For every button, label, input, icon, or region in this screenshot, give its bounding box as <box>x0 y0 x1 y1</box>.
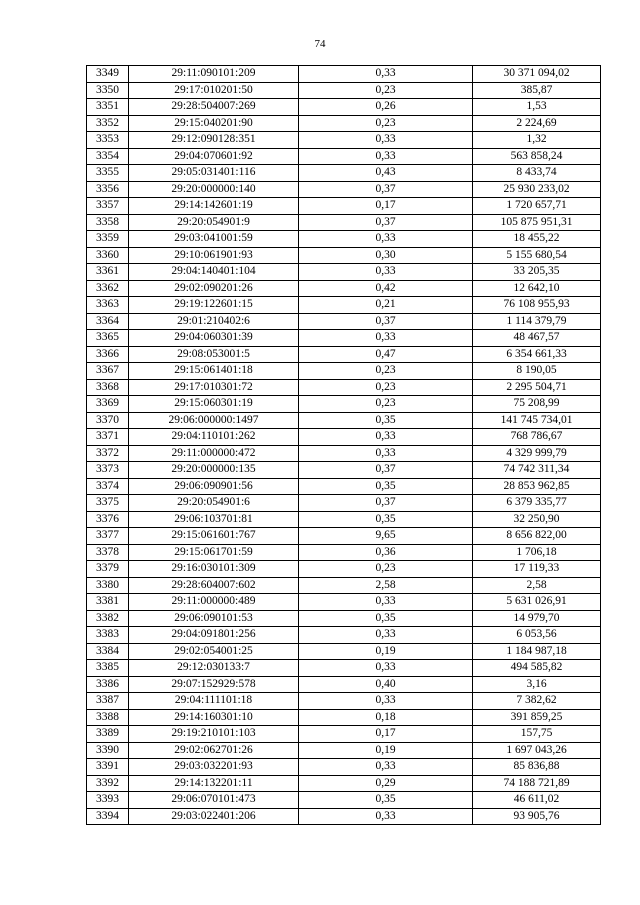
table-row <box>87 330 601 347</box>
value-cell: 12 642,10 <box>473 280 601 297</box>
row-number-cell: 3369 <box>87 396 129 413</box>
table-row <box>87 429 601 446</box>
rate-cell: 0,35 <box>299 511 473 528</box>
cadastral-number-cell: 29:11:090101:209 <box>129 66 299 83</box>
value-cell: 6 354 661,33 <box>473 346 601 363</box>
value-cell: 93 905,76 <box>473 808 601 825</box>
cadastral-number-cell: 29:04:091801:256 <box>129 627 299 644</box>
table-row <box>87 445 601 462</box>
row-number-cell: 3350 <box>87 82 129 99</box>
table-row <box>87 412 601 429</box>
rate-cell: 0,33 <box>299 66 473 83</box>
row-number-cell: 3363 <box>87 297 129 314</box>
row-number-cell: 3361 <box>87 264 129 281</box>
cadastral-number-cell: 29:15:061401:18 <box>129 363 299 380</box>
table-row <box>87 363 601 380</box>
table-row <box>87 577 601 594</box>
cadastral-number-cell: 29:20:000000:135 <box>129 462 299 479</box>
value-cell: 32 250,90 <box>473 511 601 528</box>
cadastral-number-cell: 29:02:090201:26 <box>129 280 299 297</box>
cadastral-number-cell: 29:12:030133:7 <box>129 660 299 677</box>
row-number-cell: 3355 <box>87 165 129 182</box>
row-number-cell: 3360 <box>87 247 129 264</box>
row-number-cell: 3351 <box>87 99 129 116</box>
table-row <box>87 544 601 561</box>
row-number-cell: 3370 <box>87 412 129 429</box>
row-number-cell: 3365 <box>87 330 129 347</box>
value-cell: 18 455,22 <box>473 231 601 248</box>
table-row <box>87 775 601 792</box>
cadastral-number-cell: 29:06:090901:56 <box>129 478 299 495</box>
rate-cell: 0,33 <box>299 445 473 462</box>
value-cell: 8 190,05 <box>473 363 601 380</box>
table-row <box>87 660 601 677</box>
rate-cell: 0,17 <box>299 726 473 743</box>
row-number-cell: 3389 <box>87 726 129 743</box>
value-cell: 6 379 335,77 <box>473 495 601 512</box>
cadastral-value-table <box>86 65 601 825</box>
value-cell: 1 184 987,18 <box>473 643 601 660</box>
table-row <box>87 561 601 578</box>
cadastral-number-cell: 29:04:070601:92 <box>129 148 299 165</box>
cadastral-number-cell: 29:06:103701:81 <box>129 511 299 528</box>
row-number-cell: 3362 <box>87 280 129 297</box>
rate-cell: 0,33 <box>299 594 473 611</box>
rate-cell: 0,42 <box>299 280 473 297</box>
table-row <box>87 148 601 165</box>
rate-cell: 0,37 <box>299 181 473 198</box>
rate-cell: 0,18 <box>299 709 473 726</box>
cadastral-number-cell: 29:03:022401:206 <box>129 808 299 825</box>
row-number-cell: 3367 <box>87 363 129 380</box>
rate-cell: 0,37 <box>299 313 473 330</box>
value-cell: 1 114 379,79 <box>473 313 601 330</box>
row-number-cell: 3394 <box>87 808 129 825</box>
table-row <box>87 379 601 396</box>
row-number-cell: 3371 <box>87 429 129 446</box>
rate-cell: 0,35 <box>299 412 473 429</box>
rate-cell: 0,33 <box>299 627 473 644</box>
row-number-cell: 3385 <box>87 660 129 677</box>
rate-cell: 0,33 <box>299 759 473 776</box>
value-cell: 5 155 680,54 <box>473 247 601 264</box>
cadastral-number-cell: 29:10:061901:93 <box>129 247 299 264</box>
cadastral-number-cell: 29:06:000000:1497 <box>129 412 299 429</box>
row-number-cell: 3358 <box>87 214 129 231</box>
cadastral-number-cell: 29:02:054001:25 <box>129 643 299 660</box>
value-cell: 157,75 <box>473 726 601 743</box>
cadastral-number-cell: 29:06:090101:53 <box>129 610 299 627</box>
page-number: 74 <box>314 38 326 50</box>
cadastral-number-cell: 29:06:070101:473 <box>129 792 299 809</box>
cadastral-number-cell: 29:15:040201:90 <box>129 115 299 132</box>
value-cell: 28 853 962,85 <box>473 478 601 495</box>
cadastral-number-cell: 29:17:010201:50 <box>129 82 299 99</box>
rate-cell: 0,33 <box>299 231 473 248</box>
value-cell: 105 875 951,31 <box>473 214 601 231</box>
row-number-cell: 3376 <box>87 511 129 528</box>
table-row <box>87 214 601 231</box>
table-row <box>87 181 601 198</box>
table-row <box>87 313 601 330</box>
cadastral-number-cell: 29:07:152929:578 <box>129 676 299 693</box>
row-number-cell: 3392 <box>87 775 129 792</box>
table-body <box>87 66 601 825</box>
rate-cell: 0,26 <box>299 99 473 116</box>
table-row <box>87 247 601 264</box>
cadastral-number-cell: 29:01:210402:6 <box>129 313 299 330</box>
cadastral-number-cell: 29:15:061601:767 <box>129 528 299 545</box>
table-row <box>87 297 601 314</box>
table-row <box>87 742 601 759</box>
rate-cell: 0,33 <box>299 132 473 149</box>
value-cell: 6 053,56 <box>473 627 601 644</box>
table-row <box>87 264 601 281</box>
row-number-cell: 3390 <box>87 742 129 759</box>
table-row <box>87 627 601 644</box>
row-number-cell: 3352 <box>87 115 129 132</box>
cadastral-number-cell: 29:14:142601:19 <box>129 198 299 215</box>
cadastral-number-cell: 29:20:054901:9 <box>129 214 299 231</box>
table-row <box>87 82 601 99</box>
table-row <box>87 462 601 479</box>
cadastral-number-cell: 29:04:140401:104 <box>129 264 299 281</box>
table-row <box>87 594 601 611</box>
cadastral-number-cell: 29:16:030101:309 <box>129 561 299 578</box>
table-row <box>87 346 601 363</box>
cadastral-number-cell: 29:28:504007:269 <box>129 99 299 116</box>
rate-cell: 0,35 <box>299 610 473 627</box>
rate-cell: 0,23 <box>299 379 473 396</box>
cadastral-number-cell: 29:12:090128:351 <box>129 132 299 149</box>
rate-cell: 0,37 <box>299 214 473 231</box>
table-row <box>87 280 601 297</box>
rate-cell: 0,35 <box>299 478 473 495</box>
value-cell: 141 745 734,01 <box>473 412 601 429</box>
rate-cell: 0,33 <box>299 693 473 710</box>
value-cell: 33 205,35 <box>473 264 601 281</box>
value-cell: 74 742 311,34 <box>473 462 601 479</box>
value-cell: 1 720 657,71 <box>473 198 601 215</box>
value-cell: 385,87 <box>473 82 601 99</box>
table-row <box>87 231 601 248</box>
row-number-cell: 3388 <box>87 709 129 726</box>
cadastral-number-cell: 29:20:054901:6 <box>129 495 299 512</box>
value-cell: 75 208,99 <box>473 396 601 413</box>
rate-cell: 0,23 <box>299 82 473 99</box>
value-cell: 4 329 999,79 <box>473 445 601 462</box>
row-number-cell: 3359 <box>87 231 129 248</box>
rate-cell: 0,29 <box>299 775 473 792</box>
row-number-cell: 3380 <box>87 577 129 594</box>
rate-cell: 9,65 <box>299 528 473 545</box>
table-row <box>87 792 601 809</box>
rate-cell: 0,23 <box>299 115 473 132</box>
table-row <box>87 478 601 495</box>
value-cell: 25 930 233,02 <box>473 181 601 198</box>
cadastral-number-cell: 29:28:604007:602 <box>129 577 299 594</box>
value-cell: 46 611,02 <box>473 792 601 809</box>
value-cell: 74 188 721,89 <box>473 775 601 792</box>
table-row <box>87 66 601 83</box>
rate-cell: 0,35 <box>299 792 473 809</box>
cadastral-number-cell: 29:15:060301:19 <box>129 396 299 413</box>
row-number-cell: 3375 <box>87 495 129 512</box>
cadastral-number-cell: 29:11:000000:472 <box>129 445 299 462</box>
rate-cell: 0,19 <box>299 742 473 759</box>
row-number-cell: 3386 <box>87 676 129 693</box>
rate-cell: 0,33 <box>299 330 473 347</box>
table-row <box>87 132 601 149</box>
value-cell: 7 382,62 <box>473 693 601 710</box>
rate-cell: 0,37 <box>299 462 473 479</box>
table-row <box>87 808 601 825</box>
row-number-cell: 3354 <box>87 148 129 165</box>
cadastral-number-cell: 29:19:210101:103 <box>129 726 299 743</box>
row-number-cell: 3393 <box>87 792 129 809</box>
value-cell: 76 108 955,93 <box>473 297 601 314</box>
table-row <box>87 511 601 528</box>
value-cell: 8 656 822,00 <box>473 528 601 545</box>
value-cell: 1,53 <box>473 99 601 116</box>
cadastral-number-cell: 29:11:000000:489 <box>129 594 299 611</box>
table-row <box>87 693 601 710</box>
cadastral-number-cell: 29:20:000000:140 <box>129 181 299 198</box>
row-number-cell: 3372 <box>87 445 129 462</box>
value-cell: 1 706,18 <box>473 544 601 561</box>
value-cell: 30 371 094,02 <box>473 66 601 83</box>
table-row <box>87 610 601 627</box>
value-cell: 8 433,74 <box>473 165 601 182</box>
cadastral-number-cell: 29:17:010301:72 <box>129 379 299 396</box>
table-row <box>87 99 601 116</box>
cadastral-number-cell: 29:08:053001:5 <box>129 346 299 363</box>
row-number-cell: 3391 <box>87 759 129 776</box>
table-row <box>87 726 601 743</box>
table-row <box>87 396 601 413</box>
table-row <box>87 676 601 693</box>
rate-cell: 0,36 <box>299 544 473 561</box>
rate-cell: 0,21 <box>299 297 473 314</box>
rate-cell: 0,23 <box>299 561 473 578</box>
rate-cell: 0,33 <box>299 660 473 677</box>
value-cell: 2,58 <box>473 577 601 594</box>
rate-cell: 0,47 <box>299 346 473 363</box>
rate-cell: 0,23 <box>299 396 473 413</box>
table-row <box>87 759 601 776</box>
row-number-cell: 3379 <box>87 561 129 578</box>
cadastral-number-cell: 29:02:062701:26 <box>129 742 299 759</box>
row-number-cell: 3374 <box>87 478 129 495</box>
rate-cell: 0,33 <box>299 264 473 281</box>
row-number-cell: 3357 <box>87 198 129 215</box>
cadastral-number-cell: 29:03:041001:59 <box>129 231 299 248</box>
row-number-cell: 3373 <box>87 462 129 479</box>
cadastral-number-cell: 29:14:132201:11 <box>129 775 299 792</box>
value-cell: 14 979,70 <box>473 610 601 627</box>
row-number-cell: 3366 <box>87 346 129 363</box>
row-number-cell: 3368 <box>87 379 129 396</box>
row-number-cell: 3382 <box>87 610 129 627</box>
rate-cell: 0,30 <box>299 247 473 264</box>
table-row <box>87 643 601 660</box>
row-number-cell: 3381 <box>87 594 129 611</box>
cadastral-number-cell: 29:04:111101:18 <box>129 693 299 710</box>
row-number-cell: 3349 <box>87 66 129 83</box>
rate-cell: 0,33 <box>299 148 473 165</box>
rate-cell: 0,19 <box>299 643 473 660</box>
row-number-cell: 3364 <box>87 313 129 330</box>
rate-cell: 0,37 <box>299 495 473 512</box>
row-number-cell: 3384 <box>87 643 129 660</box>
value-cell: 1,32 <box>473 132 601 149</box>
table-row <box>87 495 601 512</box>
value-cell: 1 697 043,26 <box>473 742 601 759</box>
row-number-cell: 3377 <box>87 528 129 545</box>
cadastral-number-cell: 29:03:032201:93 <box>129 759 299 776</box>
value-cell: 85 836,88 <box>473 759 601 776</box>
value-cell: 48 467,57 <box>473 330 601 347</box>
rate-cell: 0,43 <box>299 165 473 182</box>
cadastral-number-cell: 29:05:031401:116 <box>129 165 299 182</box>
cadastral-number-cell: 29:15:061701:59 <box>129 544 299 561</box>
cadastral-number-cell: 29:14:160301:10 <box>129 709 299 726</box>
value-cell: 2 224,69 <box>473 115 601 132</box>
value-cell: 3,16 <box>473 676 601 693</box>
cadastral-number-cell: 29:04:060301:39 <box>129 330 299 347</box>
row-number-cell: 3383 <box>87 627 129 644</box>
cadastral-number-cell: 29:19:122601:15 <box>129 297 299 314</box>
value-cell: 768 786,67 <box>473 429 601 446</box>
value-cell: 17 119,33 <box>473 561 601 578</box>
cadastral-number-cell: 29:04:110101:262 <box>129 429 299 446</box>
row-number-cell: 3378 <box>87 544 129 561</box>
table-row <box>87 528 601 545</box>
value-cell: 494 585,82 <box>473 660 601 677</box>
value-cell: 2 295 504,71 <box>473 379 601 396</box>
row-number-cell: 3387 <box>87 693 129 710</box>
rate-cell: 0,40 <box>299 676 473 693</box>
value-cell: 5 631 026,91 <box>473 594 601 611</box>
table-row <box>87 165 601 182</box>
rate-cell: 2,58 <box>299 577 473 594</box>
value-cell: 391 859,25 <box>473 709 601 726</box>
table-row <box>87 198 601 215</box>
row-number-cell: 3356 <box>87 181 129 198</box>
value-cell: 563 858,24 <box>473 148 601 165</box>
table-row <box>87 709 601 726</box>
table-row <box>87 115 601 132</box>
rate-cell: 0,23 <box>299 363 473 380</box>
rate-cell: 0,17 <box>299 198 473 215</box>
rate-cell: 0,33 <box>299 429 473 446</box>
row-number-cell: 3353 <box>87 132 129 149</box>
rate-cell: 0,33 <box>299 808 473 825</box>
